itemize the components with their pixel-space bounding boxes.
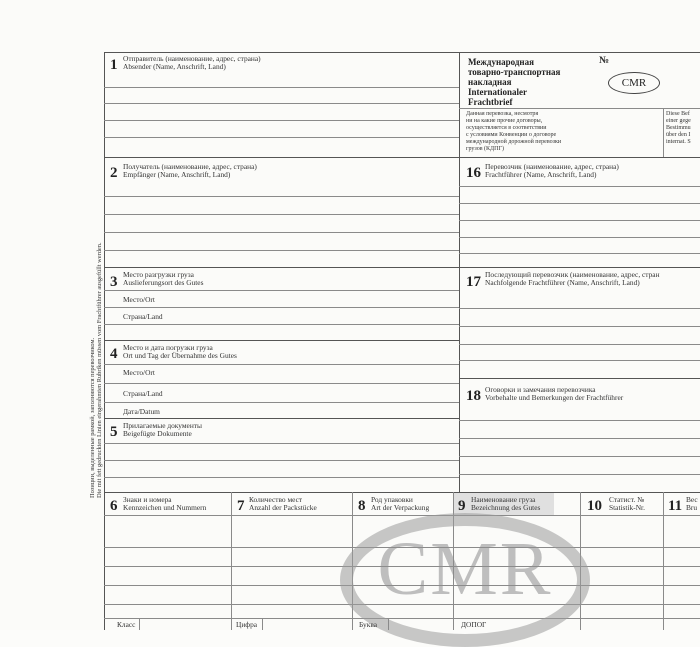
header-title-de-2: Frachtbrief	[468, 97, 513, 107]
field4-number: 4	[110, 346, 118, 362]
header-note-divider	[663, 108, 664, 157]
col10-label-de: Statistik-Nr.	[609, 503, 645, 512]
field3-line	[104, 307, 459, 308]
col8-number: 8	[358, 498, 366, 514]
header-title-ru-1: Международная	[468, 57, 534, 67]
col11-number: 11	[668, 498, 683, 514]
field5-line	[104, 443, 459, 444]
header-title-ru-2: товарно-транспортная	[468, 67, 561, 77]
col9-label-ru: Наименование груза	[471, 495, 536, 504]
header-note-ru-2: ни на какие прочие договоры,	[466, 118, 543, 124]
field1-label-ru: Отправитель (наименование, адрес, страна)	[123, 54, 261, 63]
col8-label-de: Art der Verpackung	[371, 503, 430, 512]
field17-label-de: Nachfolgende Frachtführer (Name, Anschrift, Land)	[485, 278, 640, 287]
header-note-ru-5: международной дорожной перевозки	[466, 139, 562, 145]
col7-number: 7	[237, 498, 245, 514]
field3-place-label: Место/Ort	[123, 295, 155, 304]
header-note-de-2: einer gege	[666, 118, 691, 124]
field5-bottom	[104, 492, 700, 493]
field17-bottom	[459, 378, 700, 379]
frame-left	[104, 52, 105, 630]
field17-line	[459, 308, 700, 309]
side-note	[89, 242, 104, 498]
cmr-badge: CMR	[608, 72, 660, 94]
field2-line	[104, 196, 459, 197]
col8-label-ru: Род упаковки	[371, 495, 413, 504]
field1-bottom	[104, 157, 700, 158]
header-note-ru-1: Данная перевозка, несмотря	[466, 111, 539, 117]
field3-label-ru: Место разгрузки груза	[123, 270, 194, 279]
field4-line	[104, 402, 459, 403]
field4-line	[104, 364, 459, 365]
field4-place-label: Место/Ort	[123, 368, 155, 377]
col11-label-ru: Вес	[686, 495, 698, 504]
col-divider	[231, 492, 232, 630]
cmr-watermark-text: CMR	[377, 527, 553, 611]
field18-label-ru: Оговорки и замечания перевозчика	[485, 385, 596, 394]
field18-label-de: Vorbehalte und Bemerkungen der Frachtführer	[485, 393, 624, 402]
bottom-divider	[388, 618, 389, 630]
col-header-bottom	[104, 515, 700, 516]
col-divider	[663, 492, 664, 630]
col9-number: 9	[458, 498, 466, 514]
col6-number: 6	[110, 498, 118, 514]
field4-date-label: Дата/Datum	[123, 407, 160, 416]
field1-line	[104, 120, 459, 121]
field5-label-de: Beigefügte Dokumente	[123, 429, 192, 438]
col6-label-ru: Знаки и номера	[123, 495, 172, 504]
field2-label-ru: Получатель (наименование, адрес, страна)	[123, 162, 257, 171]
header-note-ru-4: с условиями Конвенции о договоре	[466, 132, 557, 138]
header-number-label: №	[599, 55, 610, 66]
field16-line	[459, 253, 700, 254]
header-title-de-1: Internationaler	[468, 87, 527, 97]
field2-label-de: Empfänger (Name, Anschrift, Land)	[123, 170, 231, 179]
col7-label-ru: Количество мест	[249, 495, 303, 504]
col10-number: 10	[587, 498, 602, 514]
field4-line	[104, 383, 459, 384]
field16-line	[459, 203, 700, 204]
field2-line	[104, 232, 459, 233]
header-note-de-4: über den I	[666, 132, 691, 138]
field4-bottom	[104, 418, 459, 419]
bottom-klass: Класс	[117, 620, 136, 629]
bottom-cifra: Цифра	[236, 620, 258, 629]
field2-number: 2	[110, 165, 118, 181]
field17-line	[459, 326, 700, 327]
field3-label-de: Auslieferungsort des Gutes	[123, 278, 204, 287]
col7-label-de: Anzahl der Packstücke	[249, 503, 317, 512]
field5-line	[104, 460, 459, 461]
field4-label-ru: Место и дата погрузки груза	[123, 343, 213, 352]
field16-label-de: Frachtführer (Name, Anschrift, Land)	[485, 170, 597, 179]
field17-line	[459, 344, 700, 345]
field5-line	[104, 477, 459, 478]
header-note-ru-6: грузов (КДПГ)	[466, 146, 504, 152]
field3-bottom	[104, 340, 459, 341]
field17-line	[459, 360, 700, 361]
field18-number: 18	[466, 388, 481, 404]
field18-line	[459, 456, 700, 457]
field16-number: 16	[466, 165, 481, 181]
frame-mid	[459, 52, 460, 492]
field3-line	[104, 290, 459, 291]
field17-label-ru: Последующий перевозчик (наименование, адрес, стран	[485, 270, 660, 279]
field3-country-label: Страна/Land	[123, 312, 163, 321]
col9-label-de: Bezeichnung des Gutes	[471, 503, 541, 512]
header-note-ru-3: осуществляется в соответствии	[466, 125, 547, 131]
field4-country-label: Страна/Land	[123, 389, 163, 398]
field18-line	[459, 438, 700, 439]
bottom-divider	[262, 618, 263, 630]
field16-line	[459, 186, 700, 187]
field1-number: 1	[110, 57, 118, 73]
field18-line	[459, 420, 700, 421]
frame-top	[104, 52, 700, 53]
header-note-de-5: internat. S	[666, 139, 691, 145]
bottom-bukva: Буква	[359, 620, 378, 629]
header-title-ru-3: накладная	[468, 77, 512, 87]
field3-line	[104, 324, 459, 325]
side-note-de: Die mit fett gedruckten Linien eingerahmten Rubriken müssen vom Frachtführer ausgefüllt werden.	[96, 242, 104, 498]
field16-line	[459, 237, 700, 238]
field18-line	[459, 474, 700, 475]
col11-label-de: Bru	[686, 503, 698, 512]
field1-line	[104, 137, 459, 138]
field16-line	[459, 220, 700, 221]
field1-line	[104, 87, 459, 88]
field2-line	[104, 214, 459, 215]
field2-line	[104, 250, 459, 251]
field1-label-de: Absender (Name, Anschrift, Land)	[123, 62, 226, 71]
header-note-de-3: Bestimmu	[666, 125, 691, 131]
col10-label-ru: Статист. №	[609, 495, 645, 504]
field17-number: 17	[466, 274, 481, 290]
field5-label-ru: Прилагаемые документы	[123, 421, 202, 430]
field3-number: 3	[110, 274, 118, 290]
field1-line	[104, 103, 459, 104]
field5-number: 5	[110, 424, 118, 440]
header-note-de-1: Diese Bef	[666, 111, 690, 117]
col6-label-de: Kennzeichen und Nummern	[123, 503, 207, 512]
side-note-ru: Позиции, выделенные рамкой, заполняются перевозчиком.	[89, 337, 96, 498]
field2-bottom	[104, 267, 700, 268]
bottom-dopog: ДОПОГ	[461, 620, 487, 629]
field4-label-de: Ort und Tag der Übernahme des Gutes	[123, 351, 237, 360]
bottom-divider	[139, 618, 140, 630]
field16-label-ru: Перевозчик (наименование, адрес, страна)	[485, 162, 619, 171]
